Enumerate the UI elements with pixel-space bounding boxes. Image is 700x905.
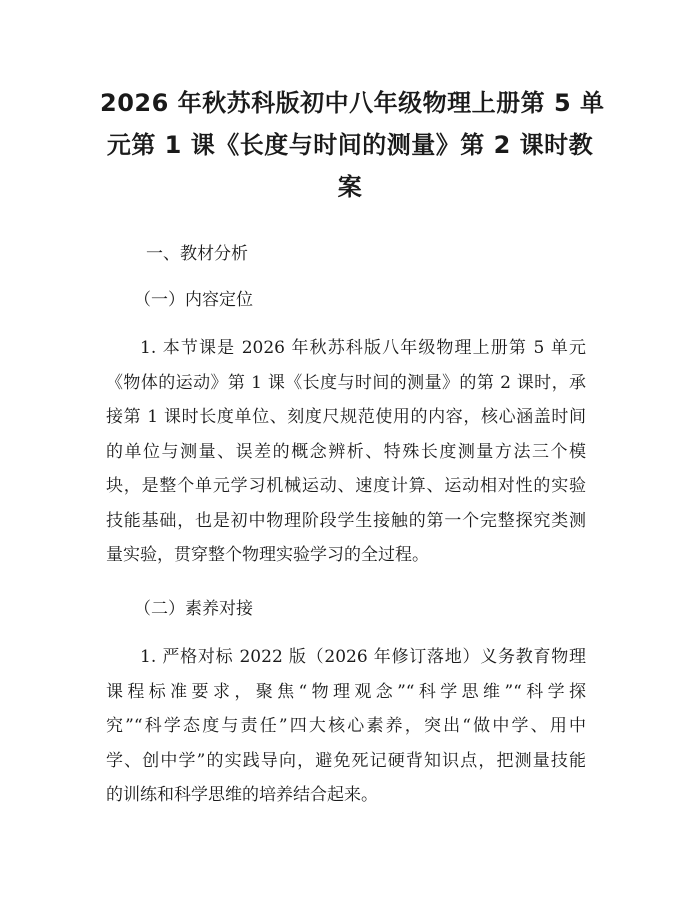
title-line-2: 元第 1 课《长度与时间的测量》第 2 课时教 — [106, 131, 594, 159]
title-line-1: 2026 年秋苏科版初中八年级物理上册第 5 单 — [100, 89, 605, 117]
paragraph-line: 《物体的运动》第 1 课《长度与时间的测量》的第 2 课时，承 — [106, 372, 586, 393]
paragraph-line: 块，是整个单元学习机械运动、速度计算、运动相对性的实验 — [106, 476, 586, 496]
paragraph-literacy-alignment — [106, 640, 586, 813]
document-title — [100, 82, 605, 208]
paragraph-content-positioning — [106, 331, 586, 573]
title-line-3: 案 — [337, 173, 363, 201]
paragraph-line: 1. 本节课是 2026 年秋苏科版八年级物理上册第 5 单元 — [140, 338, 586, 358]
paragraph-line: 量实验，贯穿整个物理实验学习的全过程。 — [106, 545, 429, 565]
subsection-heading-content-positioning: （一）内容定位 — [134, 290, 253, 310]
paragraph-line: 的单位与测量、误差的概念辨析、特殊长度测量方法三个模 — [106, 441, 586, 462]
section-heading-textbook-analysis: 一、教材分析 — [146, 244, 248, 264]
paragraph-line: 1. 严格对标 2022 版（2026 年修订落地）义务教育物理 — [140, 647, 586, 667]
subsection-heading-literacy-alignment: （二）素养对接 — [134, 599, 253, 619]
paragraph-line: 的训练和科学思维的培养结合起来。 — [106, 785, 378, 805]
paragraph-line: 接第 1 课时长度单位、刻度尺规范使用的内容，核心涵盖时间 — [106, 407, 586, 427]
paragraph-line: 课程标准要求，聚焦“物理观念”“科学思维”“科学探 — [106, 681, 586, 702]
paragraph-line: 技能基础，也是初中物理阶段学生接触的第一个完整探究类测 — [106, 510, 586, 531]
paragraph-line: 究”“科学态度与责任”四大核心素养，突出“做中学、用中 — [106, 716, 586, 736]
paragraph-line: 学、创中学”的实践导向，避免死记硬背知识点，把测量技能 — [106, 750, 586, 771]
